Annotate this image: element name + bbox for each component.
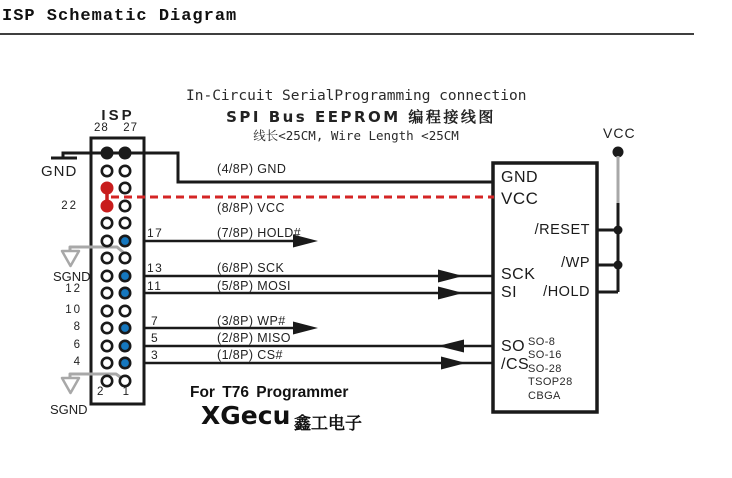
- sgnd-top-label: SGND: [53, 269, 91, 284]
- pin-7: [120, 323, 130, 333]
- chip-pin-so: SO: [501, 338, 526, 355]
- pin-number-2: 2: [97, 386, 104, 398]
- pin-19: [120, 218, 130, 228]
- wp-pin-number: 7: [151, 314, 160, 328]
- chip-pin-wp: /WP: [561, 255, 590, 271]
- gnd-label: GND: [41, 163, 78, 180]
- pin-4: [102, 358, 112, 368]
- chip-pin-vcc: VCC: [501, 189, 539, 208]
- vcc-net-dot: [613, 147, 624, 158]
- sgnd-bottom-label: SGND: [50, 402, 88, 417]
- sgnd-bottom-arrow: [62, 378, 79, 393]
- header-divider: [0, 33, 694, 35]
- pin-1: [120, 376, 130, 386]
- wp-wire-arrow: [293, 322, 318, 335]
- brand-logo-cn: 鑫工电子: [294, 414, 362, 433]
- pin-number-10: 10: [65, 304, 82, 316]
- pin-2: [102, 376, 112, 386]
- miso-pin-number: 5: [151, 331, 160, 345]
- pin-28: [102, 148, 112, 158]
- mosi-pin-number: 11: [147, 279, 163, 293]
- pin-8: [102, 323, 112, 333]
- package-so28: SO-28: [528, 362, 562, 375]
- gnd-wire-label: (4/8P) GND: [217, 162, 287, 176]
- package-tsop28: TSOP28: [528, 376, 573, 389]
- bottom-pin-numbers: [97, 386, 129, 398]
- pin-5: [120, 341, 130, 351]
- reset-junction-dot: [614, 226, 623, 235]
- package-so16: SO-16: [528, 349, 562, 362]
- wire-length-note: 线长<25CM, Wire Length <25CM: [253, 128, 459, 143]
- chip-pin-cs: /CS: [501, 356, 530, 373]
- pin-27: [120, 148, 130, 158]
- pin-10: [102, 306, 112, 316]
- pin-21: [120, 201, 130, 211]
- pin-number-1: 1: [122, 386, 129, 398]
- programmer-note: For T76 Programmer: [190, 384, 349, 401]
- mosi-wire-label: (5/8P) MOSI: [217, 279, 291, 293]
- pin-25: [120, 166, 130, 176]
- miso-wire-arrow: [438, 340, 464, 353]
- hold-pin-number: 17: [147, 226, 164, 240]
- pin-14: [102, 271, 112, 281]
- pin-number-4: 4: [73, 356, 82, 368]
- sck-wire-arrow: [438, 270, 463, 283]
- pin-15: [120, 253, 130, 263]
- sgnd-top-arrow: [62, 251, 79, 266]
- sck-wire-label: (6/8P) SCK: [217, 261, 285, 275]
- vcc-wire-label: (8/8P) VCC: [217, 201, 285, 215]
- package-cbga: CBGA: [528, 389, 561, 402]
- diagram-title: In-Circuit SerialProgramming connection: [186, 88, 527, 104]
- pin-number-8: 8: [73, 321, 82, 333]
- chip-pin-reset: /RESET: [534, 222, 590, 238]
- pin-number-27: 27: [123, 122, 138, 134]
- chip-package-list: [528, 336, 573, 403]
- chip-pin-si: SI: [501, 284, 518, 301]
- isp-connector-label: ISP: [101, 107, 135, 124]
- mosi-wire-arrow: [438, 287, 463, 300]
- pin-24: [102, 183, 112, 193]
- pin-26: [102, 166, 112, 176]
- pin-3: [120, 358, 130, 368]
- cs-pin-number: 3: [151, 348, 160, 362]
- diagram-subtitle-cn: SPI Bus EEPROM 编程接线图: [226, 108, 496, 126]
- hold-wire-label: (7/8P) HOLD#: [217, 226, 301, 240]
- pin-17: [120, 236, 130, 246]
- pin-number-12: 12: [65, 283, 82, 295]
- brand-logo: XGecu: [201, 401, 291, 430]
- page-title: ISP Schematic Diagram: [2, 7, 238, 26]
- top-pin-numbers: [94, 122, 138, 134]
- cs-wire-arrow: [441, 357, 466, 370]
- chip-pin-gnd: GND: [501, 169, 539, 186]
- pin-number-6: 6: [73, 339, 82, 351]
- pin-number-22: 22: [61, 200, 78, 212]
- pin-9: [120, 306, 130, 316]
- package-so8: SO-8: [528, 336, 556, 348]
- pin-23: [120, 183, 130, 193]
- chip-pin-hold: /HOLD: [543, 284, 590, 300]
- pin-22: [102, 201, 112, 211]
- pin-number-28: 28: [94, 122, 109, 134]
- pin-12: [102, 288, 112, 298]
- wp-junction-dot: [614, 261, 623, 270]
- pin-16: [102, 253, 112, 263]
- wp-wire-label: (3/8P) WP#: [217, 314, 286, 328]
- pin-20: [102, 218, 112, 228]
- pin-6: [102, 341, 112, 351]
- pin-13: [120, 271, 130, 281]
- pin-11: [120, 288, 130, 298]
- miso-wire-label: (2/8P) MISO: [217, 331, 291, 345]
- isp-connector-outline: [91, 138, 144, 404]
- sck-pin-number: 13: [147, 261, 164, 275]
- chip-pin-sck: SCK: [501, 266, 536, 283]
- cs-wire-label: (1/8P) CS#: [217, 348, 283, 362]
- vcc-net-label: VCC: [603, 125, 636, 141]
- pin-18: [102, 236, 112, 246]
